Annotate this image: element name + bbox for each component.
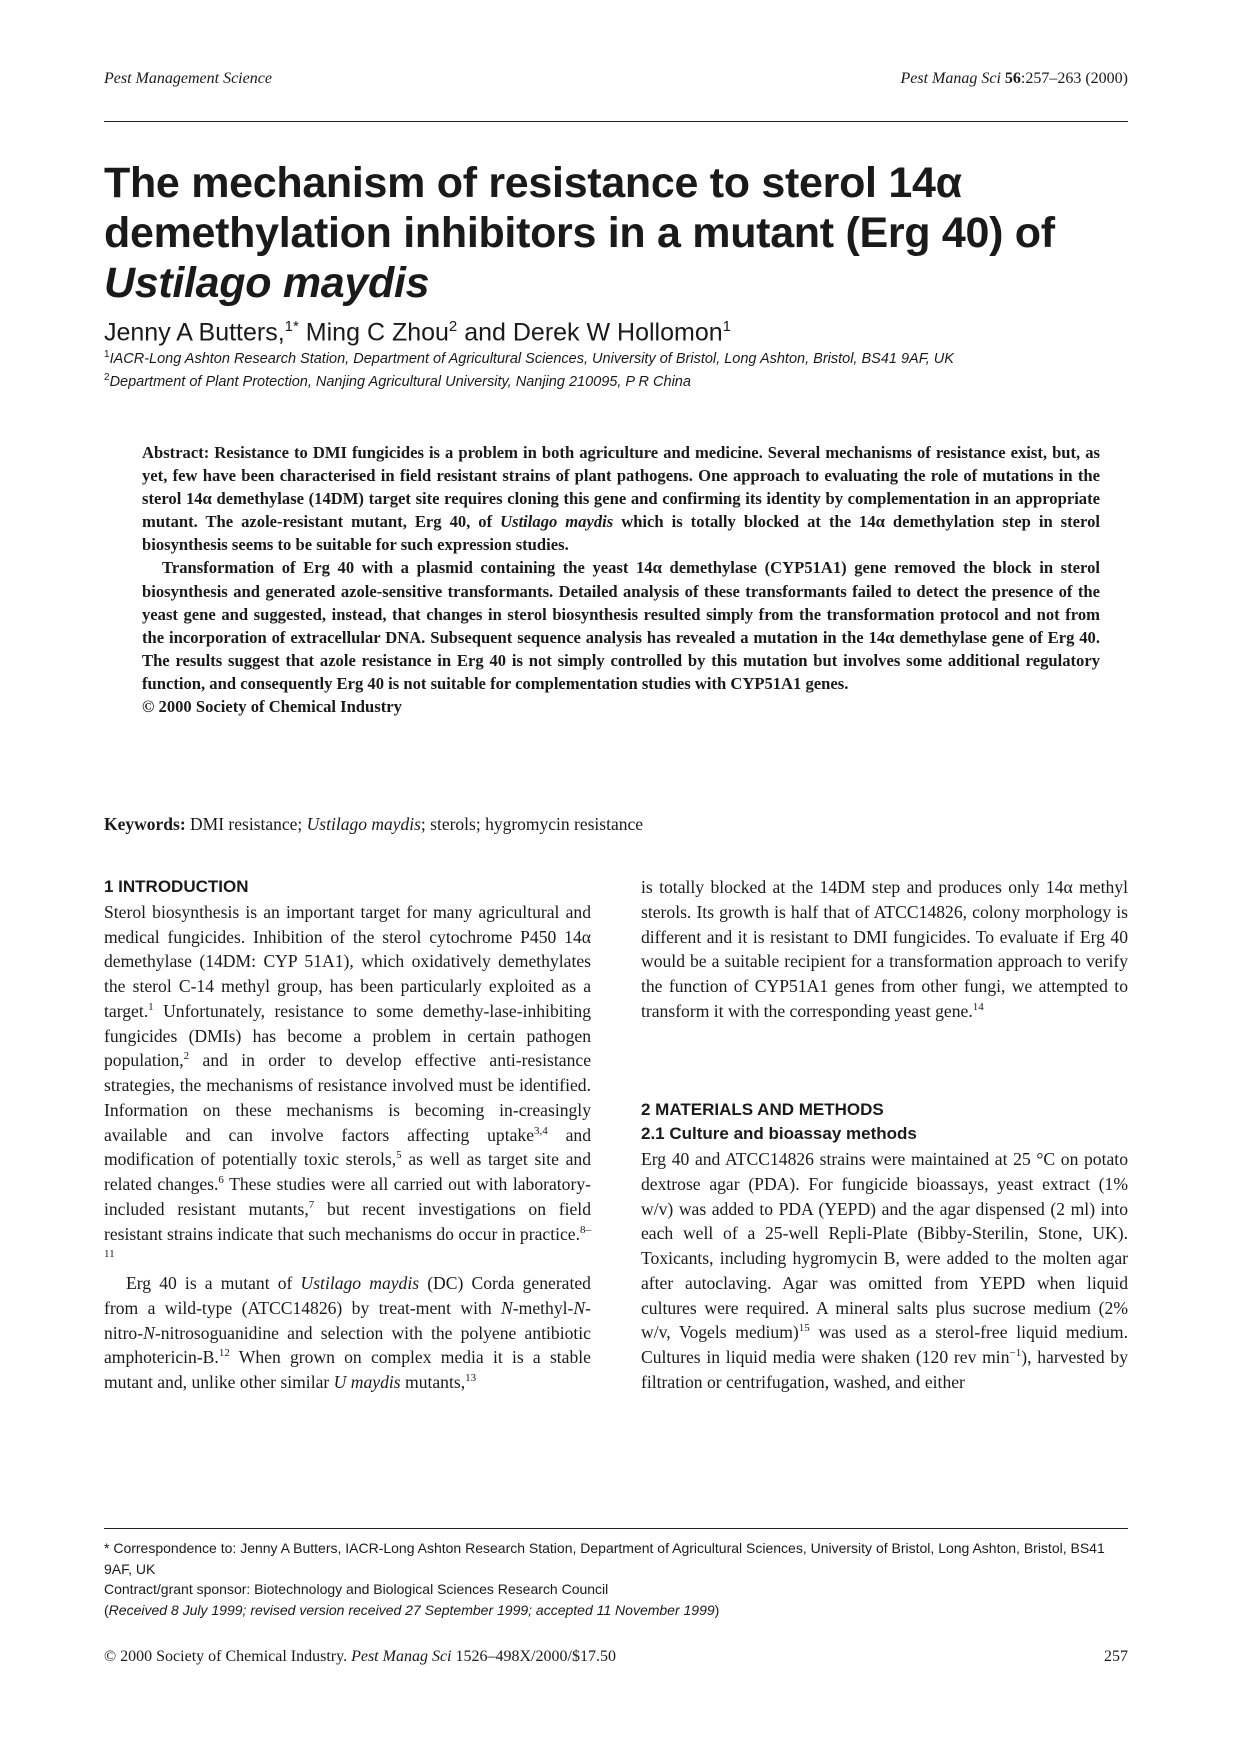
subsection-heading-culture: 2.1 Culture and bioassay methods: [641, 1124, 917, 1144]
methods-paragraph-1: Erg 40 and ATCC14826 strains were maintained at 25 °C on potato dextrose agar (PDA). For fungicide bioassays, yeast extract (1% w/v) was added to PDA (YEPD) and the agar dispensed (2 ml) into each well of a 25-well Repli-Plate (Bibby-Sterilin, Stone, UK). Toxicants, including hygromycin B, were added to the molten agar after autoclaving. Agar was omitted from YEPD when liquid cultures were required. A mineral salts plus sucrose medium (2% w/v, Vogels medium)$^{15}$ was used as a sterol-free liquid medium. Cultures in liquid media were shaken (120 rev $\min^{-1}$), harvested by filtration or centrifugation, washed, and either: [641, 1149, 1128, 1392]
footer-citation: © 2000 Society of Chemical Industry. Pest Manag Sci 1526–498X/2000/$17.50: [104, 1648, 616, 1665]
abstract-paragraph-1: Abstract: Resistance to DMI fungicides is a problem in both agriculture and medicine. Several mechanisms of resistance exist, but, as yet, few have been characterised in field resistant strains of plant pathogens. One approach to evaluating the role of mutations in the sterol 14α demethylase (14DM) target site requires cloning this gene and confirming its identity by complementation in an appropriate mutant. The azole-resistant mutant, Erg 40, of Ustilago maydis which is totally blocked at the 14α demethylation step in sterol biosynthesis seems to be suitable for such expression studies.: [142, 443, 1100, 555]
abstract-copyright: © 2000 Society of Chemical Industry: [142, 697, 402, 717]
intro-paragraph-2: Erg 40 is a mutant of Ustilago maydis (DC) Corda generated from a wild-type (ATCC14826) by treat-ment with N-methyl-N-nitro-N-nitrosoguanidine and selection with the polyene antibiotic amphotericin-B.$^{12}$ When grown on complex media it is a stable mutant and, unlike other similar U maydis mutants,$^{13}$: [104, 1273, 591, 1392]
header-rule: [104, 121, 1128, 122]
received-note: (Received 8 July 1999; revised version received 27 September 1999; accepted 11 November 1999): [104, 1601, 720, 1618]
section-heading-methods: 2 MATERIALS AND METHODS: [641, 1099, 884, 1119]
keywords: Keywords: DMI resistance; Ustilago maydis; sterols; hygromycin resistance: [104, 814, 644, 834]
page-number: 257: [1104, 1648, 1128, 1665]
citation: Pest Manag Sci 56:257–263 (2000): [900, 70, 1128, 87]
grant-note: Contract/grant sponsor: Biotechnology and Biological Sciences Research Council: [104, 1581, 609, 1597]
abstract-paragraph-2: Transformation of Erg 40 with a plasmid containing the yeast 14α demethylase (CYP51A1) gene removed the block in sterol biosynthesis and generated azole-sensitive transformants. Detailed analysis of these transformants failed to detect the presence of the yeast gene and suggested, instead, that changes in sterol biosynthesis resulted simply from the transformation protocol and not from the incorporation of extracellular DNA. Subsequent sequence analysis has revealed a mutation in the 14α demethylase gene of Erg 40. The results suggest that azole resistance in Erg 40 is not simply controlled by this mutation but involves some additional regulatory function, and consequently Erg 40 is not suitable for complementation studies with CYP51A1 genes.: [142, 558, 1100, 693]
correspondence-note: * Correspondence to: Jenny A Butters, IACR-Long Ashton Research Station, Department of Agricultural Sciences, University of Bristol, Long Ashton, Bristol, BS41 9AF, UK: [104, 1540, 1105, 1577]
title-line-3: Ustilago maydis: [104, 259, 430, 307]
section-gap: [641, 1024, 1128, 1098]
title-line-2: demethylation inhibitors in a mutant (Erg 40) of: [104, 209, 1055, 257]
affiliation-1: $^1$IACR-Long Ashton Research Station, Department of Agricultural Sciences, University of Bristol, Long Ashton, Bristol, BS41 9AF, UK: [104, 349, 954, 367]
column-left: [104, 875, 591, 1395]
abstract: [142, 441, 1100, 718]
page-footer: [104, 1648, 1128, 1666]
article-title: [104, 158, 1144, 308]
footnote-rule: [104, 1528, 1128, 1529]
intro-continued-paragraph: is totally blocked at the 14DM step and produces only 14α methyl sterols. Its growth is half that of ATCC14826, colony morphology is different and it is resistant to DMI fungicides. To evaluate if Erg 40 would be a suitable recipient for a transformation approach to verify the function of CYP51A1 genes from other fungi, we attempted to transform it with the corresponding yeast gene.$^{14}$: [641, 877, 1128, 1021]
affiliation-2: $^2$Department of Plant Protection, Nanjing Agricultural University, Nanjing 210095, P R China: [104, 372, 691, 390]
author-list: Jenny A Butters,$^{1*}$ Ming C Zhou$^2$ and Derek W Hollomon$^1$: [104, 318, 731, 347]
footnotes: [104, 1538, 1128, 1620]
journal-name: Pest Management Science: [104, 70, 272, 87]
title-line-1: The mechanism of resistance to sterol 14α: [104, 159, 962, 207]
section-heading-introduction: 1 INTRODUCTION: [104, 877, 249, 896]
intro-paragraph-1: Sterol biosynthesis is an important target for many agricultural and medical fungicides. Inhibition of the sterol cytochrome P450 14α demethylase (14DM: CYP 51A1), which oxidatively demethylates the sterol C-14 methyl group, has been particularly exploited as a target.$^1$ Unfortunately, resistance to some demethy-lase-inhibiting fungicides (DMIs) has become a problem in certain pathogen population,$^2$ and in order to develop effective anti-resistance strategies, the mechanisms of resistance involved must be identified. Information on these mechanisms is becoming in-creasingly available and can involve factors affecting uptake$^{3,4}$ and modification of potentially toxic sterols,$^5$ as well as target site and related changes.$^6$ These studies were all carried out with laboratory-included resistant mutants,$^7$ but recent investigations on field resistant strains indicate that such mechanisms do occur in practice.$^{8-11}$: [104, 901, 591, 1261]
column-right: [641, 875, 1128, 1395]
volume: 56: [1004, 70, 1021, 87]
